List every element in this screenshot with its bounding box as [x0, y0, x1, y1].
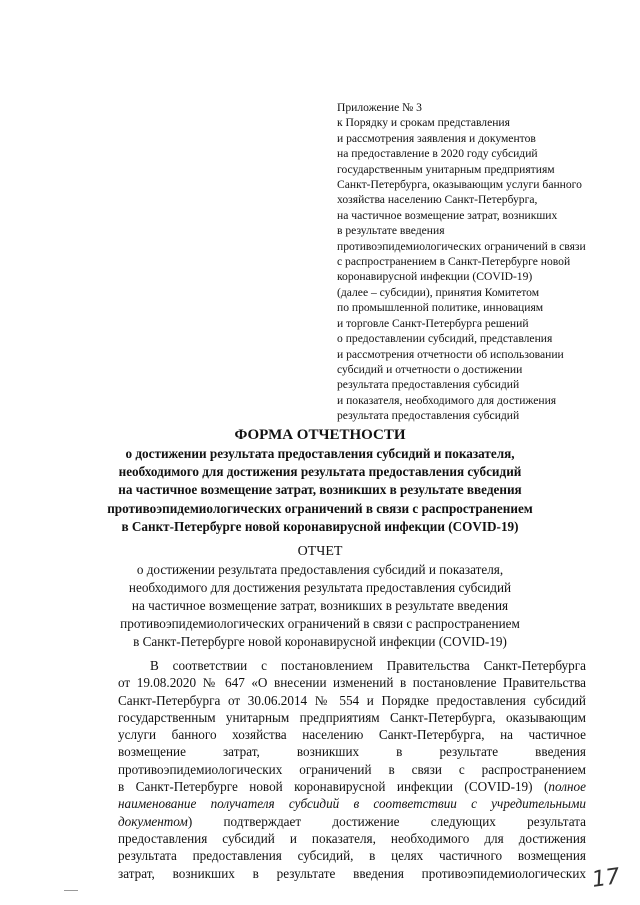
appendix-line: и торговле Санкт-Петербурга решений: [337, 316, 529, 330]
form-subtitle-line: в Санкт-Петербурге новой коронавирусной инфекции (COVID-19): [121, 518, 519, 534]
form-subtitle-line: на частичное возмещение затрат, возникших в результате введения: [118, 482, 522, 498]
appendix-line: на частичное возмещение затрат, возникших: [337, 208, 558, 222]
report-subtitle: [60, 561, 580, 651]
report-subtitle-line: о достижении результата предоставления субсидий и показателя,: [136, 562, 504, 577]
report-subtitle-line: в Санкт-Петербурге новой коронавирусной инфекции (COVID-19): [133, 634, 507, 649]
report-subtitle-line: противоэпидемиологических ограничений в связи с распространением: [120, 616, 520, 631]
body-line: от 19.08.2020 № 647 «О внесении изменений в постановление Правительства: [118, 675, 586, 691]
body-line: предоставления субсидий и показателя, необходимого для достижения: [118, 830, 586, 846]
body-line: [118, 813, 586, 830]
body-line: наименование получателя субсидий в соответствии с учредительными: [118, 796, 586, 812]
appendix-line: субсидий и отчетности о достижении: [337, 362, 523, 376]
appendix-line: Санкт-Петербурга, оказывающим услуги банного: [337, 178, 582, 192]
body-line: Санкт-Петербурга от 30.06.2014 № 554 и Порядке предоставления субсидий: [118, 692, 586, 708]
appendix-line: и рассмотрения отчетности об использовании: [337, 347, 564, 361]
appendix-line: на предоставление в 2020 году субсидий: [337, 147, 538, 161]
appendix-line: хозяйства населению Санкт-Петербурга,: [337, 193, 538, 207]
report-title: ОТЧЕТ: [297, 544, 343, 559]
scan-mark: [64, 890, 78, 891]
appendix-line: Приложение № 3: [337, 101, 422, 114]
appendix-line: и рассмотрения заявления и документов: [337, 131, 536, 145]
body-italic-segment: документом: [118, 813, 188, 829]
appendix-line: государственным унитарным предприятиям: [337, 162, 555, 176]
form-subtitle: [60, 445, 580, 536]
body-paragraph: [118, 657, 586, 882]
body-line: [118, 778, 586, 795]
body-line: затрат, возникших в результате введения противоэпидемиологических: [118, 865, 586, 881]
body-line: В соответствии с постановлением Правительства Санкт-Петербурга: [150, 658, 586, 673]
body-line: противоэпидемиологических ограничений в связи с распространением: [118, 761, 586, 777]
report-subtitle-line: необходимого для достижения результата предоставления субсидий: [128, 580, 512, 595]
appendix-line: в результате введения: [337, 224, 445, 238]
appendix-line: о предоставлении субсидий, представления: [337, 332, 553, 346]
body-line: услуги банного хозяйства населению Санкт-Петербурга, на частичное: [118, 727, 586, 743]
body-italic-segment: полное: [548, 779, 586, 795]
form-title: ФОРМА ОТЧЕТНОСТИ: [234, 427, 406, 443]
form-subtitle-line: противоэпидемиологических ограничений в связи с распространением: [107, 500, 533, 516]
appendix-line: к Порядку и срокам представления: [337, 116, 510, 130]
body-line: результата предоставления субсидий, в целях частичного возмещения: [118, 848, 586, 864]
appendix-line: (далее – субсидии), принятия Комитетом: [337, 285, 540, 299]
appendix-line: результата предоставления субсидий: [337, 378, 520, 392]
appendix-line: по промышленной политике, инновациям: [337, 301, 544, 315]
appendix-header: [337, 100, 607, 424]
body-text-segment: ) подтверждает достижение следующих результата: [187, 813, 586, 829]
report-subtitle-line: на частичное возмещение затрат, возникших в результате введения: [131, 598, 509, 613]
appendix-line: результата предоставления субсидий: [337, 409, 520, 423]
body-line: возмещение затрат, возникших в результате введения: [118, 744, 586, 760]
appendix-line: и показателя, необходимого для достижения: [337, 393, 557, 407]
page-number: 17: [590, 864, 622, 893]
body-text-segment: в Санкт-Петербурге новой коронавирусной инфекции (COVID-19) (: [118, 779, 549, 795]
form-subtitle-line: о достижении результата предоставления субсидий и показателя,: [125, 446, 515, 461]
body-line: государственным унитарным предприятиям Санкт-Петербурга, оказывающим: [118, 709, 586, 725]
appendix-line: коронавирусной инфекции (COVID-19): [337, 270, 533, 284]
appendix-line: противоэпидемиологических ограничений в связи: [337, 239, 586, 253]
appendix-line: с распространением в Санкт-Петербурге новой: [337, 255, 571, 269]
form-subtitle-line: необходимого для достижения результата предоставления субсидий: [118, 464, 522, 480]
